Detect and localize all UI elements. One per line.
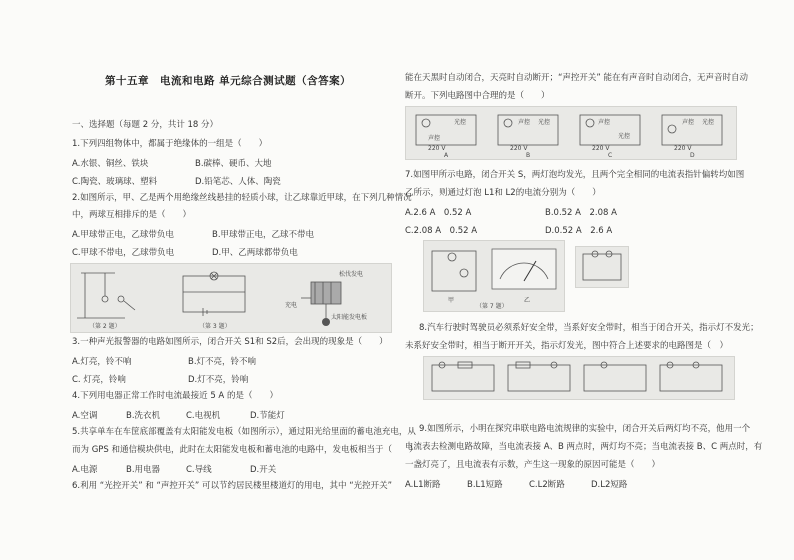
q9-stem-line2: 电流表去检测电路故障，当电流表接 A、B 两点时，两灯均不亮；当电流表接 B、C 两点时，有	[405, 442, 763, 452]
q6-b-sound: 声控	[518, 119, 531, 126]
fig2-label: （第 2 题）	[89, 323, 121, 330]
q7-option-d: D.0.52 A 2.6 A	[545, 226, 613, 236]
q8-circuit-b	[504, 361, 574, 395]
q5-option-c: C.导线	[186, 465, 212, 475]
q5-stem-line2: 而为 GPS 和通信模块供电，此时在太阳能发电板和蓄电池的电路中，发电板相当于（ ）	[72, 445, 418, 455]
left-column	[70, 0, 418, 560]
q1-option-a: A.水银、铜丝、铁块	[72, 159, 149, 169]
q7-stem-line1: 7.如图甲所示电路，闭合开关 S，两灯泡均发光，且两个完全相同的电流表指针偏转均如图	[405, 170, 745, 180]
q6-circuits-strip	[405, 106, 737, 160]
q7-meter-drawing	[490, 247, 560, 297]
q7-option-a: A.2.6 A 0.52 A	[405, 208, 472, 218]
q7-fig-label: （第 7 题）	[476, 303, 508, 310]
fig5-car-label: 松伐发电	[339, 271, 364, 278]
right-column	[405, 0, 763, 560]
q3-stem: 3.一种声光报警器的电路如图所示，闭合开关 S1和 S2后，会出现的现象是（ ）	[72, 337, 388, 347]
fig3-circuit-drawing	[177, 270, 257, 320]
q6-c-light: 光控	[618, 133, 631, 140]
q6-d-light: 光控	[702, 119, 715, 126]
q1-option-c: C.陶瓷、玻璃球、塑料	[72, 177, 158, 187]
q9-option-b: B.L1短路	[467, 480, 503, 490]
q6-b-volt: 220 V	[510, 145, 528, 152]
q8-circuit-d	[656, 361, 726, 395]
q2-stem-line1: 2.如图所示，甲、乙是两个用绝缘丝线悬挂的轻质小球，让乙球靠近甲球，在下列几种情况	[72, 193, 412, 203]
q8-circuit-a	[428, 361, 498, 395]
q6-label-b: B	[526, 152, 531, 159]
q6-b-light: 光控	[538, 119, 551, 126]
q9-circuit-drawing	[579, 250, 625, 284]
figure-strip	[70, 263, 392, 333]
q4-option-b: B.洗衣机	[126, 411, 161, 421]
q6-label-a: A	[444, 152, 449, 159]
q7-figure	[423, 240, 565, 312]
q4-stem: 4.下列用电器正常工作时电流最接近 5 A 的是（ ）	[72, 391, 278, 401]
q4-option-c: C.电视机	[186, 411, 221, 421]
q6-circuit-a	[412, 111, 482, 151]
q9-stem-line3: 一盏灯亮了，且电流表有示数，产生这一现象的原因可能是（ ）	[405, 460, 661, 470]
q3-option-d: D.灯不亮，铃响	[188, 375, 249, 385]
q6-circuit-c	[576, 111, 646, 151]
q6-continue-line1: 能在天黑时自动闭合，天亮时自动断开；“声控开关” 能在有声音时自动闭合，无声音时自动	[405, 73, 749, 83]
q8-stem-line2: 未系好安全带时，相当于断开开关，指示灯发光，图中符合上述要求的电路图是（ ）	[405, 341, 729, 351]
fig3-label: （第 3 题）	[199, 323, 231, 330]
q6-label-d: D	[690, 152, 695, 159]
fig2-drawing	[75, 268, 155, 328]
q8-circuits-strip	[423, 356, 735, 400]
q7-circuit-drawing	[428, 247, 488, 297]
page-title: 第十五章 电流和电路 单元综合测试题（含答案）	[105, 75, 352, 87]
q3-option-a: A.灯亮，铃不响	[72, 357, 132, 367]
fig5-charge-label: 充电	[285, 302, 298, 309]
q6-continue-line2: 断开。下列电路图中合理的是（ ）	[405, 91, 550, 101]
q6-a-light: 光控	[454, 119, 467, 126]
section-heading: 一、选择题（每题 2 分，共计 18 分）	[72, 120, 219, 130]
q6-stem: 6.利用 “光控开关” 和 “声控开关” 可以节约居民楼里楼道灯的用电，其中 “光控开关”	[72, 481, 393, 491]
q9-option-d: D.L2短路	[591, 480, 628, 490]
q6-c-sound: 声控	[598, 119, 611, 126]
q2-option-a: A.甲球带正电，乙球带负电	[72, 230, 174, 240]
q6-c-volt: 220 V	[592, 145, 610, 152]
q8-circuit-c	[580, 361, 650, 395]
q2-option-b: B.甲球带正电，乙球不带电	[212, 230, 315, 240]
q5-option-a: A.电源	[72, 465, 98, 475]
q7-stem-line2: 乙所示，则通过灯泡 L1和 L2的电流分别为（ ）	[405, 188, 601, 198]
q2-stem-line2: 中，两球互相排斥的是（ ）	[72, 210, 192, 220]
q6-label-c: C	[608, 152, 613, 159]
q7-fig-yi: 乙	[524, 297, 531, 304]
q7-option-c: C.2.08 A 0.52 A	[405, 226, 478, 236]
q6-d-volt: 220 V	[674, 145, 692, 152]
q7-fig-jia: 甲	[448, 297, 455, 304]
q5-stem-line1: 5.共享单车在车筐底部覆盖有太阳能发电板（如图所示），通过阳光给里面的蓄电池充电，从	[72, 427, 416, 437]
q8-stem-line1: 8.汽车行驶时驾驶员必须系好安全带，当系好安全带时，相当于闭合开关，指示灯不发光；	[419, 323, 759, 333]
fig5-solar-label: 太阳能发电板	[331, 314, 368, 321]
q4-option-a: A.空调	[72, 411, 98, 421]
q1-option-d: D.铅笔芯、人体、陶瓷	[195, 177, 281, 187]
q3-option-b: B.灯不亮，铃不响	[188, 357, 257, 367]
q1-stem: 1.下列四组物体中，都属于绝缘体的一组是（ ）	[72, 139, 268, 149]
q9-option-a: A.L1断路	[405, 480, 441, 490]
q2-option-d: D.甲、乙两球都带负电	[212, 248, 298, 258]
q5-option-d: D.开关	[250, 465, 277, 475]
q6-a-volt: 220 V	[428, 145, 446, 152]
q1-option-b: B.碳棒、硬币、大地	[195, 159, 272, 169]
q3-option-c: C. 灯亮，铃响	[72, 375, 126, 385]
q6-d-sound: 声控	[682, 119, 695, 126]
q6-a-sound: 声控	[428, 135, 441, 142]
q2-option-c: C.甲球不带电，乙球带负电	[72, 248, 175, 258]
q5-option-b: B.用电器	[126, 465, 161, 475]
q9-figure	[575, 246, 629, 288]
q9-stem-line1: 9.如图所示，小明在探究串联电路电流规律的实验中，闭合开关后两灯均不亮，他用一个	[419, 424, 751, 434]
q9-option-c: C.L2断路	[529, 480, 565, 490]
q4-option-d: D.节能灯	[250, 411, 285, 421]
q7-option-b: B.0.52 A 2.08 A	[545, 208, 617, 218]
